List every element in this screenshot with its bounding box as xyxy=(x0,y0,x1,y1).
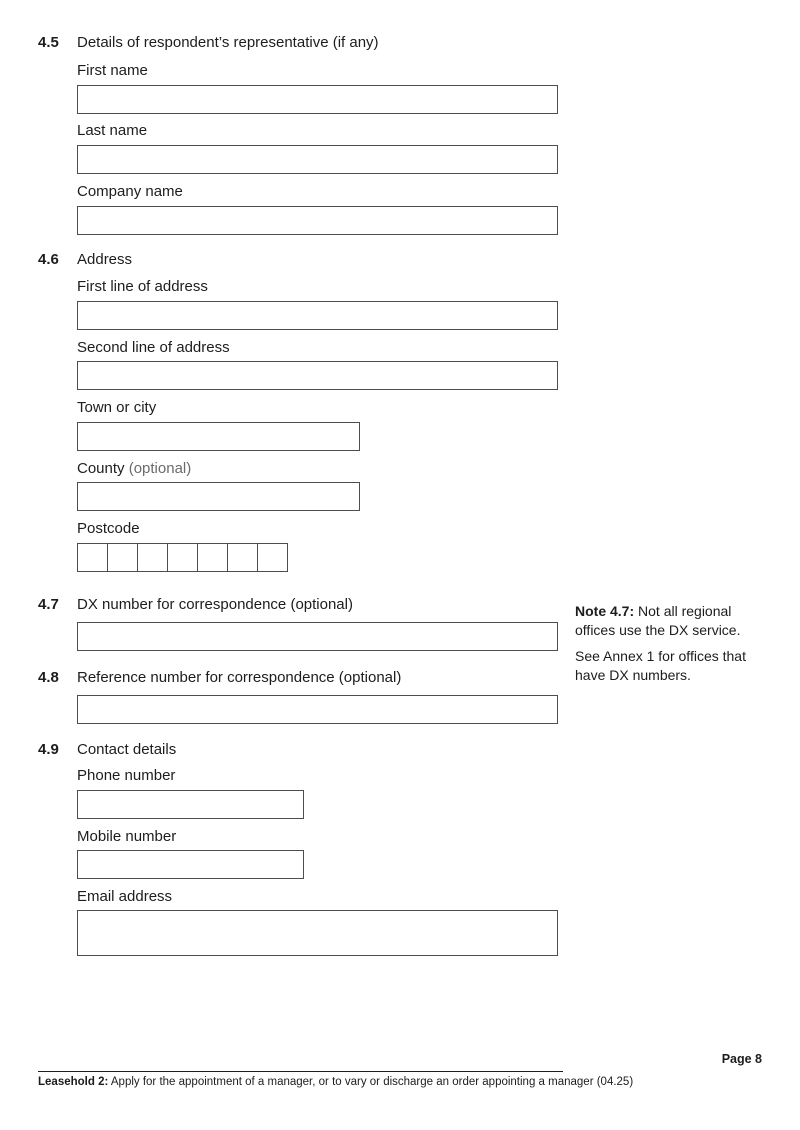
address-line-2-label: Second line of address xyxy=(77,339,230,356)
footer-form-id: Leasehold 2: xyxy=(38,1076,109,1088)
county-input[interactable] xyxy=(77,482,360,511)
address-line-1-label: First line of address xyxy=(77,278,208,295)
postcode-cell-7[interactable] xyxy=(257,543,288,572)
last-name-input[interactable] xyxy=(77,145,558,174)
county-optional-text: (optional) xyxy=(124,460,192,477)
email-address-input[interactable] xyxy=(77,910,558,956)
postcode-cell-5[interactable] xyxy=(197,543,228,572)
footer-text xyxy=(38,1075,633,1090)
section-4-8-title: Reference number for correspondence (optional) xyxy=(77,669,402,686)
company-name-input[interactable] xyxy=(77,206,558,235)
note-4-7-paragraph-1-text: Not all regional offices use the DX service. xyxy=(575,603,741,638)
section-4-5-number: 4.5 xyxy=(38,34,59,51)
section-4-8-number: 4.8 xyxy=(38,669,59,686)
last-name-label: Last name xyxy=(77,122,148,139)
county-label-text: County xyxy=(77,460,125,477)
reference-number-input[interactable] xyxy=(77,695,558,724)
town-or-city-input[interactable] xyxy=(77,422,360,451)
phone-number-label: Phone number xyxy=(77,767,176,784)
section-4-6-number: 4.6 xyxy=(38,251,59,268)
address-line-2-input[interactable] xyxy=(77,361,558,390)
section-4-9-title: Contact details xyxy=(77,741,177,758)
phone-number-input[interactable] xyxy=(77,790,304,819)
note-4-7-bold-label: Note 4.7: xyxy=(575,603,635,619)
dx-number-input[interactable] xyxy=(77,622,558,651)
mobile-number-label: Mobile number xyxy=(77,828,177,845)
mobile-number-input[interactable] xyxy=(77,850,304,879)
section-4-7-title: DX number for correspondence (optional) xyxy=(77,596,353,613)
footer-form-description: Apply for the appointment of a manager, or to vary or discharge an order appointing a manager (04.25) xyxy=(108,1076,634,1088)
postcode-cell-2[interactable] xyxy=(107,543,138,572)
town-or-city-label: Town or city xyxy=(77,399,157,416)
postcode-cell-1[interactable] xyxy=(77,543,108,572)
page-number: Page 8 xyxy=(721,1052,762,1066)
postcode-cell-3[interactable] xyxy=(137,543,168,572)
postcode-cells xyxy=(77,543,288,572)
section-4-6-title: Address xyxy=(77,251,133,268)
first-name-label: First name xyxy=(77,62,148,79)
section-4-7-number: 4.7 xyxy=(38,596,59,613)
postcode-cell-4[interactable] xyxy=(167,543,198,572)
first-name-input[interactable] xyxy=(77,85,558,114)
county-label xyxy=(77,459,191,479)
postcode-cell-6[interactable] xyxy=(227,543,258,572)
company-name-label: Company name xyxy=(77,183,183,200)
section-4-5-title: Details of respondent’s representative (if any) xyxy=(77,34,379,51)
postcode-label: Postcode xyxy=(77,520,140,537)
footer-divider xyxy=(38,1071,563,1072)
note-4-7-paragraph-2: See Annex 1 for offices that have DX numbers. xyxy=(575,648,746,683)
section-4-9-number: 4.9 xyxy=(38,741,59,758)
note-4-7 xyxy=(575,602,767,692)
email-address-label: Email address xyxy=(77,888,173,905)
note-4-7-paragraph-1 xyxy=(575,602,767,640)
address-line-1-input[interactable] xyxy=(77,301,558,330)
